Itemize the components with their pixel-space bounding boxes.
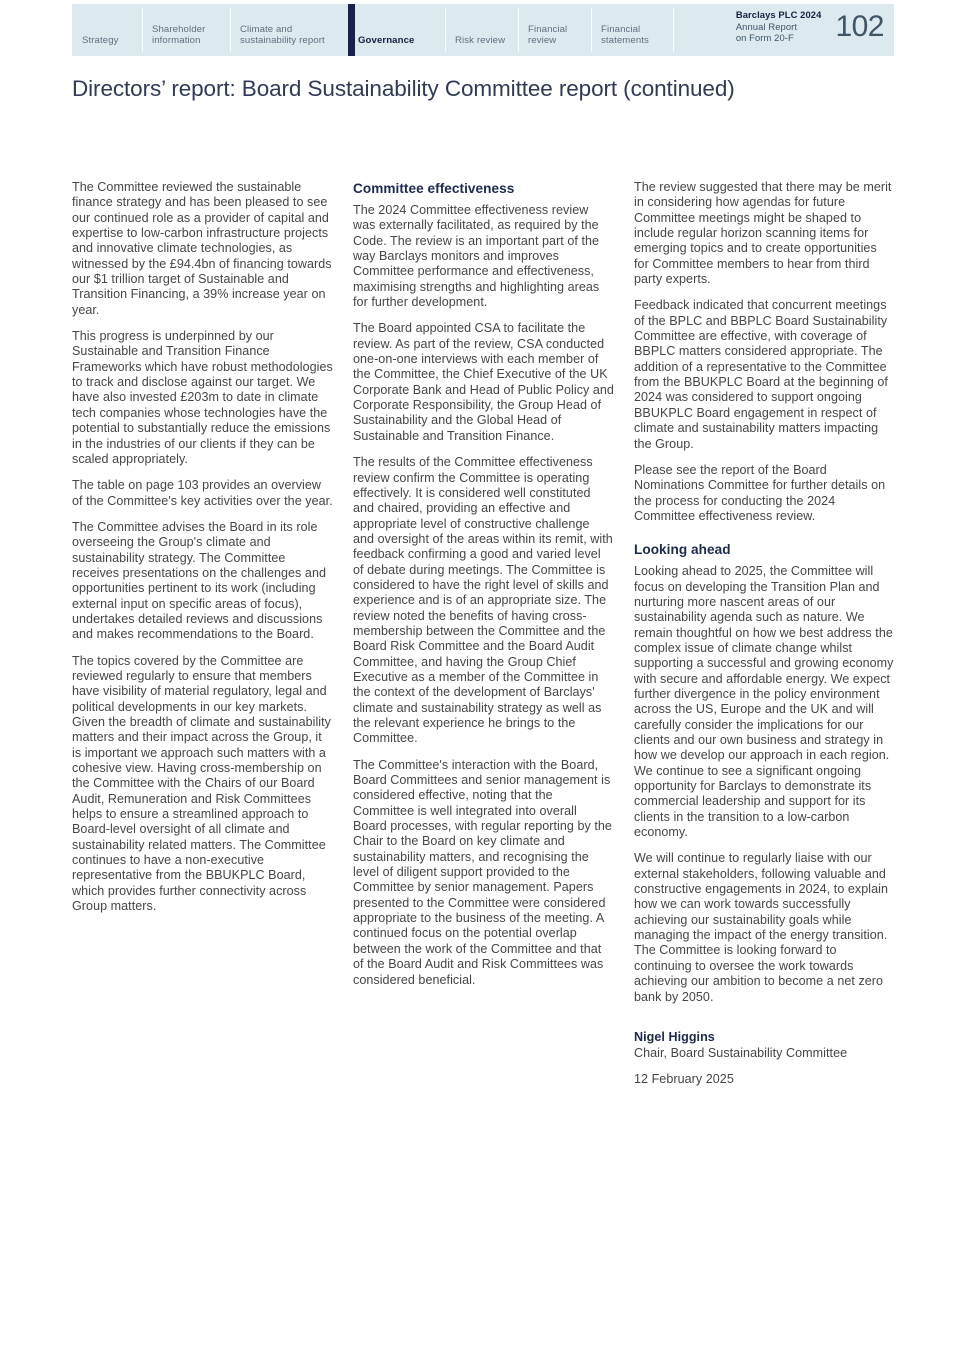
nav-item-strategy[interactable] [72, 4, 142, 56]
nav-item-label: Governance [358, 35, 415, 47]
paragraph: The review suggested that there may be merit in considering how agendas for future Committee meetings might be shaped to include regular horizon scanning items for emerging topics and to create opportunities for Committee members to hear from third party experts. [634, 180, 892, 287]
report-identifier-text [736, 9, 822, 44]
nav-item-shareholder-information[interactable] [142, 4, 230, 56]
report-subtitle-line: Annual Report [735, 20, 798, 32]
paragraph: We will continue to regularly liaise with our external stakeholders, following valuable and constructive engagements in 2024, to explain how we can work towards successfully achieving our sustainability goals while managing the impact of the energy transition. The Committee is looking forward to continuing to oversee the work towards achieving our ambition to become a net zero bank by 2050. [634, 851, 888, 1004]
nav-item-governance[interactable] [348, 4, 445, 56]
section-heading-looking-ahead: Looking ahead [634, 542, 731, 558]
paragraph: The topics covered by the Committee are reviewed regularly to ensure that members have visibility of material regulatory, legal and political developments in our key markets. Given the breadth of climate and sustainability matters and their impact across the Group, it is important we approach such matters with a cohesive view. Having cross-membership on the Committee with the Chairs of our Board Audit, Remuneration and Risk Committees helps to ensure a streamlined approach to Board-level oversight of all climate and sustainability related matters. The Committee continues to have a non-executive representative from the BBUKPLC Board, which provides further connectivity across Group matters. [72, 653, 332, 914]
paragraph: The 2024 Committee effectiveness review was externally facilitated, as required by the Code. The review is an important part of the way Barclays monitors and improves Committee performance and effectiveness, maximising strengths and highlighting areas for further development. [353, 203, 600, 310]
paragraph: The table on page 103 provides an overview of the Committee's key activities over the year. [72, 478, 333, 508]
nav-item-label: Strategy [82, 35, 119, 47]
paragraph: The Committee advises the Board in its role overseeing the Group's climate and sustainability strategy. The Committee receives presentations on the challenges and opportunities pertinent to its work (including external input on specific areas of focus), undertakes detailed reviews and discussions and makes recommendations to the Board. [72, 519, 327, 642]
paragraph: The Committee's interaction with the Board, Board Committees and senior management is considered effective, noting that the Committee is well integrated into overall Board processes, with regular reporting by the Chair to the Board on key climate and sustainability matters, and recognising the level of diligent support provided to the Committee by senior management. Papers presented to the Committee were considered appropriate to the business of the meeting. A continued focus on the potential overlap between the work of the Committee and that of the Board Audit and Risk Committees was considered beneficial. [353, 757, 612, 987]
paragraph: The Board appointed CSA to facilitate the review. As part of the review, CSA conducted one-on-one interviews with each member of the Committee, the Chief Executive of the UK Corporate Bank and Head of Public Policy and Corporate Responsibility, the Group Head of Sustainability and the Global Head of Sustainable and Transition Finance. [353, 321, 614, 443]
signature-block [634, 1029, 895, 1088]
body-column-1 [72, 180, 333, 1088]
section-heading-committee-effectiveness: Committee effectiveness [353, 181, 515, 196]
nav-item-label: Financial statements [601, 23, 649, 47]
nav-item-label: Climate and sustainability report [240, 23, 325, 47]
report-form-line: on Form 20-F [735, 32, 794, 44]
paragraph: Please see the report of the Board Nominations Committee for further details on the process for conducting the 2024 Committee effectiveness review. [634, 462, 886, 523]
running-header-nav [72, 4, 894, 56]
report-identifier [726, 4, 894, 56]
nav-item-financial-review[interactable] [518, 4, 591, 56]
paragraph: The Committee reviewed the sustainable finance strategy and has been pleased to see our continued role as a provider of capital and expertise to low-carbon infrastructure projects and innovative climate technologies, as witnessed by the £94.4bn of financing towards our $1 trillion target of Sustainable and Transition Financing, a 39% increase year on year. [72, 180, 332, 317]
signatory-role: Chair, Board Sustainability Committee [634, 1045, 848, 1060]
signatory-name: Nigel Higgins [634, 1029, 715, 1044]
article-body [72, 180, 894, 1088]
nav-item-label: Shareholder information [152, 23, 206, 47]
signature-date: 12 February 2025 [634, 1072, 734, 1087]
body-column-2 [353, 180, 614, 1088]
paragraph: Feedback indicated that concurrent meetings of the BPLC and BBPLC Board Sustainability Committee are effective, with coverage of BBPLC matters considered appropriate. The addition of a representative to the Committee from the BBUKPLC Board at the beginning of 2024 was considered to support ongoing BBUKPLC Board engagement in respect of climate and sustainability matters impacting the Group. [634, 298, 888, 451]
nav-item-label: Financial review [528, 23, 568, 47]
nav-item-climate-and-sustainability-report[interactable] [230, 4, 348, 56]
nav-item-risk-review[interactable] [445, 4, 518, 56]
page-number: 102 [835, 9, 884, 43]
body-column-3 [634, 180, 895, 1088]
nav-item-financial-statements[interactable] [591, 4, 673, 56]
paragraph: This progress is underpinned by our Sustainable and Transition Finance Frameworks which have robust methodologies to track and disclose against our target. We have also invested £203m to date in climate tech companies whose technologies have the potential to substantially reduce the emissions in the industries of our clients if they can be scaled appropriately. [72, 329, 333, 466]
page-title: Directors’ report: Board Sustainability Committee report (continued) [72, 76, 735, 102]
paragraph: The results of the Committee effectiveness review confirm the Committee is operating effectively. It is considered well constituted and chaired, providing an effective and appropriate level of constructive challenge and oversight of the areas within its remit, with feedback confirming a good and varied level of debate during meetings. The Committee is considered to have the right level of skills and experience and is of an appropriate size. The review noted the benefits of having cross-membership between the Committee and the Board Risk Committee and the Board Audit Committee, and having the Group Chief Executive as a member of the Committee in the context of the development of Barclays' climate and sustainability strategy as well as the relevant experience he brings to the Committee. [353, 455, 613, 746]
paragraph: Looking ahead to 2025, the Committee will focus on developing the Transition Plan and nurturing more nascent areas of our sustainability agenda such as nature. We remain thoughtful on how we best address the complex issue of climate change whilst supporting a successful and growing economy with secure and affordable energy. We expect further divergence in the policy environment across the US, Europe and the UK and will carefully consider the implications for our clients and our own business and strategy in how we develop our approach in each region. We continue to see a significant ongoing opportunity for Barclays to demonstrate its commercial leadership and support for its clients in the transition to a low-carbon economy. [634, 564, 894, 840]
nav-item-label: Risk review [455, 35, 506, 47]
report-title-line: Barclays PLC 2024 [735, 8, 822, 20]
nav-divider [673, 4, 726, 56]
